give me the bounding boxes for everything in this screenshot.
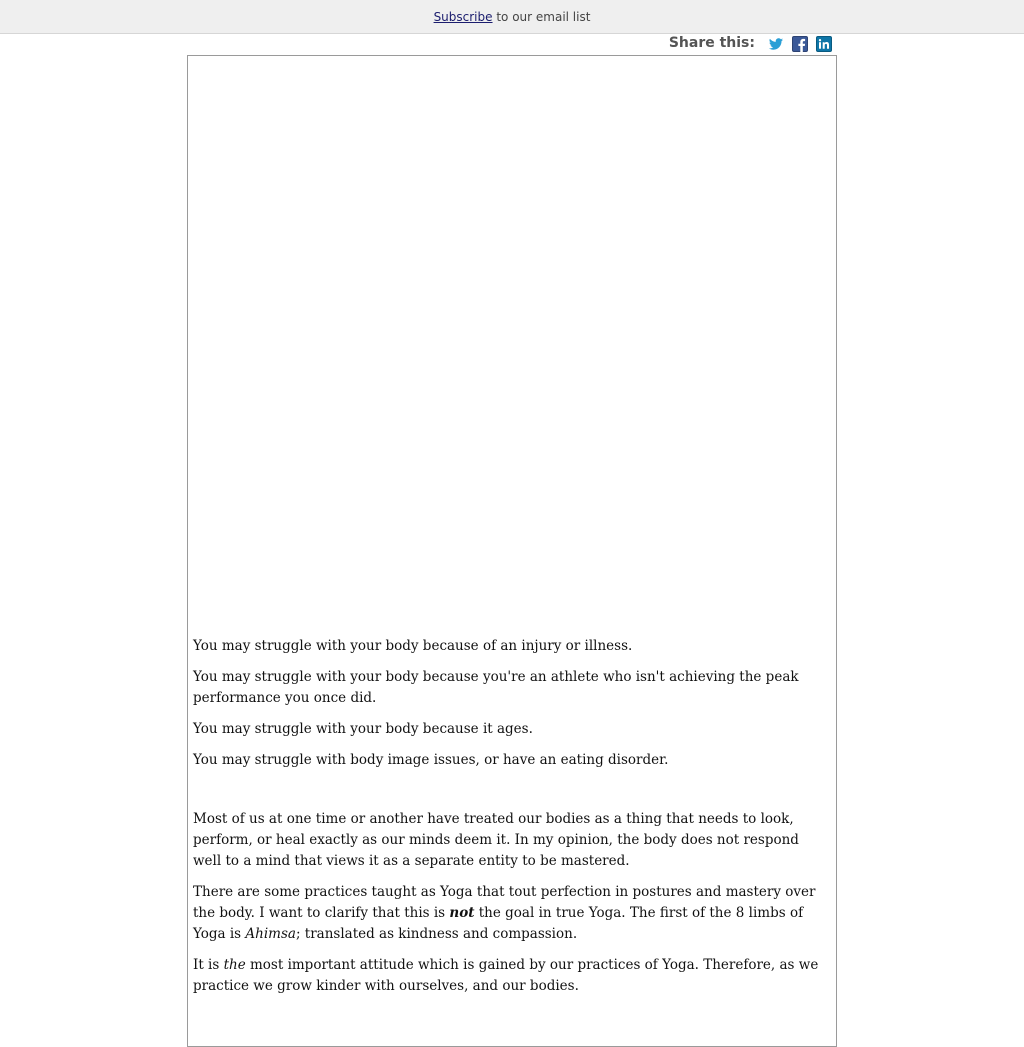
article-container [187,55,837,1047]
facebook-icon[interactable] [792,36,808,52]
subscribe-link[interactable]: Subscribe [433,10,493,24]
text-run: most important attitude which is gained by our practices of Yoga. Therefore, as we practice we grow kinder with ourselves, and our bodies. [193,957,819,994]
linkedin-icon[interactable] [816,36,832,52]
twitter-icon[interactable] [768,36,784,52]
subscribe-bar [0,0,1024,34]
article-paragraph: You may struggle with body image issues, or have an eating disorder. [193,752,669,768]
share-bar [187,34,837,55]
text-run: the goal in true Yoga. The first of the 8 limbs of Yoga is [193,905,804,942]
article-paragraph: Most of us at one time or another have treated our bodies as a thing that needs to look, perform, or heal exactly as our minds deem it. In my opinion, the body does not respond well to a mind that views it as a separate entity to be mastered. [193,811,799,869]
emphasis-not: not [449,905,475,921]
article-paragraph: You may struggle with your body because it ages. [193,721,533,737]
paragraph-spacer [193,781,831,802]
article-body [188,636,836,997]
text-run: ; translated as kindness and compassion. [295,926,578,942]
article-paragraph [193,955,831,997]
article-paragraph [193,882,831,945]
article-paragraph: You may struggle with your body because of an injury or illness. [193,638,633,654]
emphasis-the: the [223,957,246,973]
text-run: It is [193,957,224,973]
article-image-placeholder [188,56,836,636]
share-label: Share this: [668,35,755,51]
article-paragraph: You may struggle with your body because you're an athlete who isn't achieving the peak performance you once did. [193,669,799,706]
text-run: There are some practices taught as Yoga that tout perfection in postures and mastery over the body. I want to clarify that this is [193,884,816,921]
subscribe-text: to our email list [492,10,591,24]
emphasis-ahimsa: Ahimsa [245,926,296,942]
